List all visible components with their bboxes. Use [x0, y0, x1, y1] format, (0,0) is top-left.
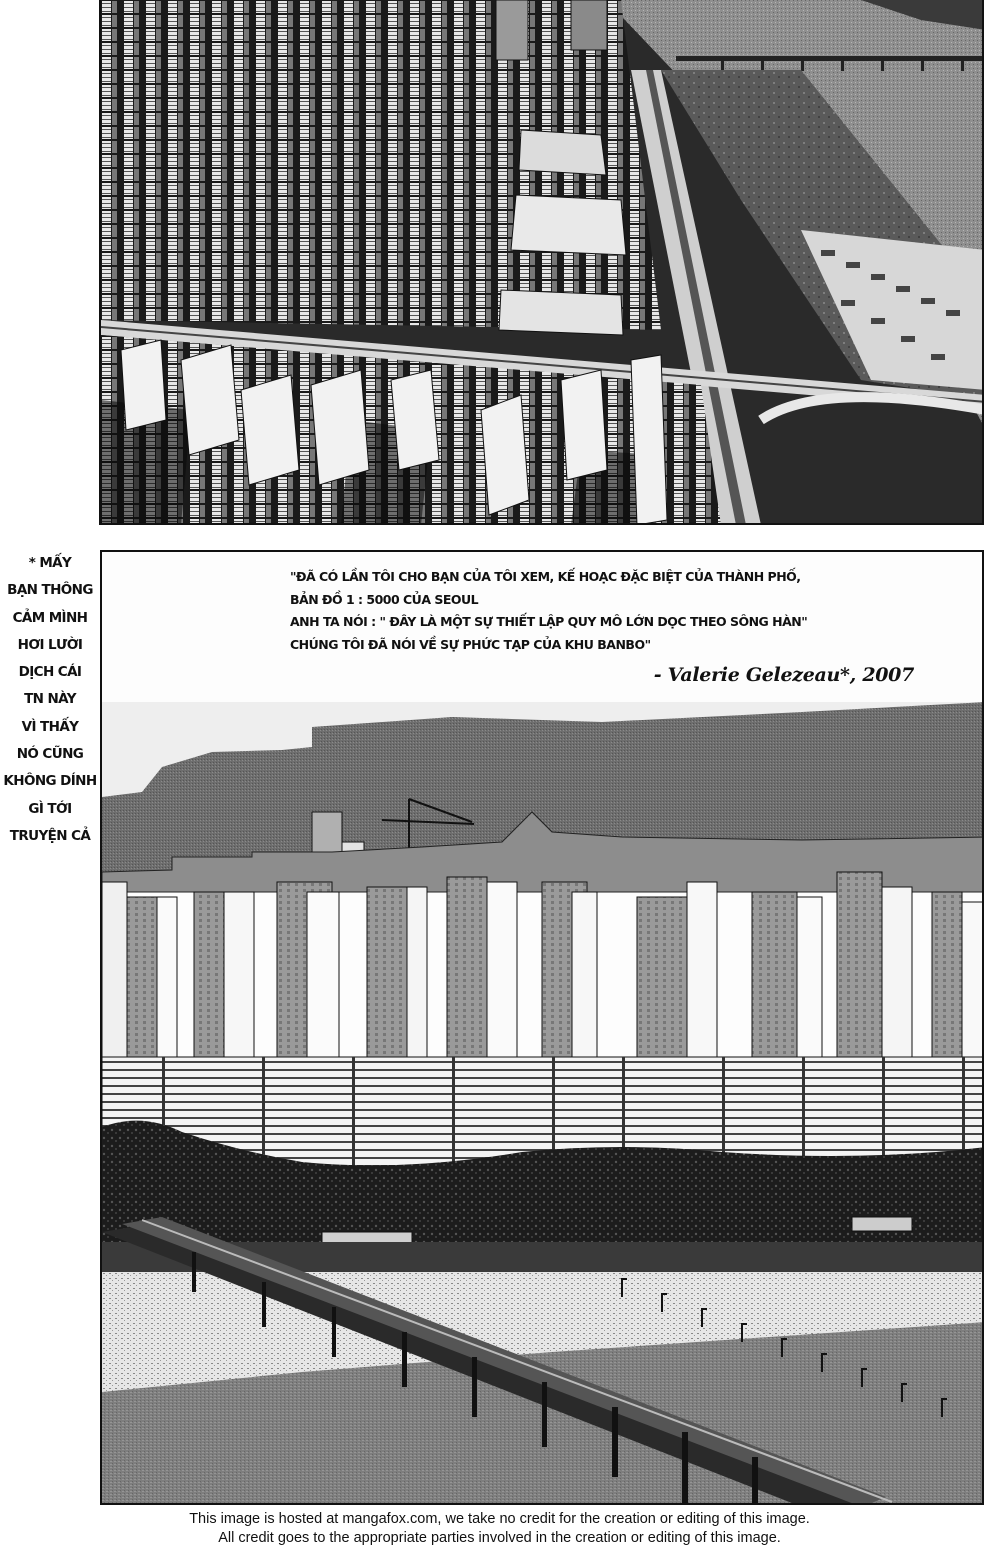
manga-panel-aerial-city [99, 0, 984, 525]
quote-author: - Valerie Gelezeau*, 2007 [653, 664, 914, 686]
aerial-city-illustration [101, 0, 984, 525]
quote-caption [290, 566, 930, 656]
credit-line-1: This image is hosted at mangafox.com, we take no credit for the creation or editing of this image. [189, 1511, 810, 1527]
quote-line: "ĐÃ CÓ LẦN TÔI CHO BẠN CỦA TÔI XEM, KẾ HOẠC ĐẶC BIỆT CỦA THÀNH PHỐ, [290, 569, 801, 584]
side-note-line: HƠI LƯỜI [17, 636, 83, 653]
side-note-line: CẢM MÌNH [12, 609, 88, 626]
translator-side-note [2, 550, 98, 850]
side-note-line: VÌ THẤY [21, 718, 79, 735]
side-note-line: TRUYỆN CẢ [9, 827, 91, 844]
credit-line-2: All credit goes to the appropriate parties involved in the creation or editing of this image. [218, 1530, 781, 1546]
side-note-line: DỊCH CÁI [18, 664, 82, 681]
hosting-credit-footer [0, 1510, 999, 1548]
side-note-line: BẠN THÔNG [7, 582, 93, 599]
quote-line: CHÚNG TÔI ĐÃ NÓI VỀ SỰ PHỨC TẠP CỦA KHU BANBO" [290, 636, 651, 652]
quote-line: ANH TA NÓI : " ĐÂY LÀ MỘT SỰ THIẾT LẬP QUY MÔ LỚN DỌC THEO SÔNG HÀN" [290, 614, 808, 629]
side-note-line: GÌ TỚI [28, 800, 72, 817]
skyline-bridge-illustration [102, 552, 984, 1505]
side-note-line: TN NÀY [24, 691, 76, 708]
quote-line: BẢN ĐỒ 1 : 5000 CỦA SEOUL [290, 591, 479, 607]
side-note-line: KHÔNG DÍNH [3, 773, 97, 790]
side-note-line: NÓ CŨNG [16, 746, 84, 763]
manga-panel-skyline-bridge [100, 550, 984, 1505]
side-note-line: * MẤY [28, 555, 72, 571]
